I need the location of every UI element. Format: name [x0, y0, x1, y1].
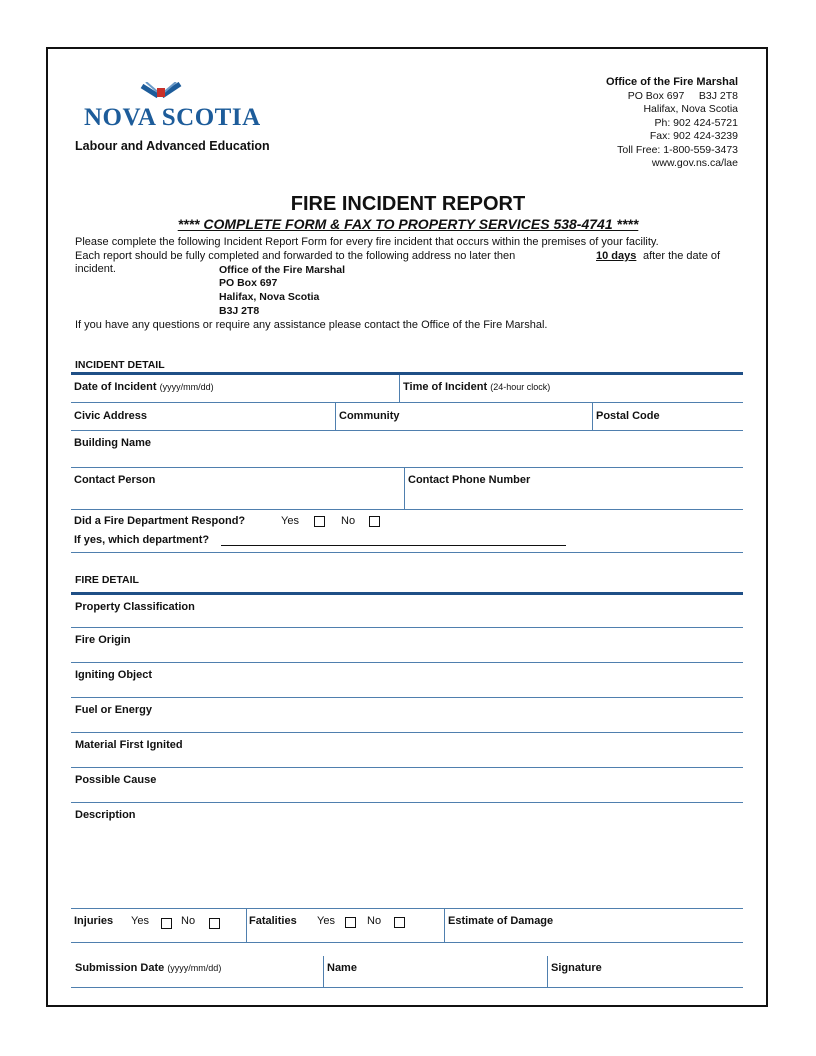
divider	[323, 956, 324, 987]
divider	[444, 908, 445, 942]
time-of-incident-field[interactable]	[403, 381, 550, 393]
no-label: No	[367, 915, 382, 927]
section-rule	[71, 592, 743, 595]
submission-date-field[interactable]	[75, 962, 221, 974]
row-line	[71, 509, 743, 510]
possible-cause-field[interactable]: Possible Cause	[75, 774, 157, 786]
intro-line: Each report should be fully completed and forwarded to the following address no later then	[75, 249, 516, 262]
office-line: www.gov.ns.ca/lae	[651, 157, 738, 169]
time-hint: (24-hour clock)	[490, 382, 551, 392]
injuries-no-checkbox[interactable]	[209, 918, 220, 929]
contact-person-field[interactable]: Contact Person	[74, 474, 156, 486]
row-line	[71, 802, 743, 803]
row-line	[71, 942, 743, 943]
divider	[246, 908, 247, 942]
injuries-label: Injuries	[74, 915, 114, 927]
time-label: Time of Incident	[403, 381, 488, 393]
office-line: Ph: 902 424-5721	[654, 116, 738, 129]
nova-scotia-logo: NOVA SCOTIA	[84, 104, 261, 131]
yes-label: Yes	[317, 915, 335, 927]
row-line	[71, 697, 743, 698]
row-line	[71, 552, 743, 553]
office-line: Fax: 902 424-3239	[649, 130, 738, 142]
fuel-or-energy-field[interactable]: Fuel or Energy	[75, 704, 153, 716]
page-title: FIRE INCIDENT REPORT	[290, 193, 526, 215]
fire-detail-heading: FIRE DETAIL	[75, 574, 139, 586]
mailing-address-line: Office of the Fire Marshal	[219, 264, 346, 276]
postal-code-field[interactable]: Postal Code	[596, 410, 660, 422]
divider	[335, 402, 336, 430]
date-of-incident-field[interactable]	[74, 381, 214, 393]
row-line	[71, 430, 743, 431]
submission-hint: (yyyy/mm/dd)	[167, 963, 222, 973]
row-line	[71, 987, 743, 988]
fire-dept-question: Did a Fire Department Respond?	[74, 515, 246, 527]
department-name: Labour and Advanced Education	[75, 139, 270, 153]
row-line	[71, 662, 743, 663]
fire-dept-yes-checkbox[interactable]	[314, 516, 325, 527]
fire-dept-no-checkbox[interactable]	[369, 516, 380, 527]
civic-address-field[interactable]: Civic Address	[74, 410, 147, 422]
divider	[547, 956, 548, 987]
row-line	[71, 467, 743, 468]
no-label: No	[181, 915, 196, 927]
form-border	[46, 47, 768, 1007]
row-line	[71, 767, 743, 768]
igniting-object-field[interactable]: Igniting Object	[75, 669, 152, 681]
no-label: No	[341, 515, 356, 527]
which-department-input[interactable]	[221, 545, 566, 546]
incident-detail-heading: INCIDENT DETAIL	[75, 359, 165, 371]
name-field[interactable]: Name	[327, 962, 357, 974]
mailing-address-line: B3J 2T8	[219, 305, 260, 317]
office-line: Office of the Fire Marshal	[605, 76, 738, 88]
material-first-ignited-field[interactable]: Material First Ignited	[75, 739, 183, 751]
yes-label: Yes	[281, 515, 299, 527]
deadline-after: after the date of	[643, 250, 721, 262]
mailing-address-line: Halifax, Nova Scotia	[219, 291, 320, 303]
office-line: PO Box 697 B3J 2T8	[627, 89, 738, 102]
questions-text: If you have any questions or require any assistance please contact the Office of the Fire Marshal.	[75, 319, 548, 331]
fatalities-no-checkbox[interactable]	[394, 917, 405, 928]
property-classification-field[interactable]: Property Classification	[75, 601, 195, 613]
community-field[interactable]: Community	[339, 410, 400, 422]
which-department-label: If yes, which department?	[74, 534, 210, 546]
intro-line: Please complete the following Incident Report Form for every fire incident that occurs within the premises of your facility.	[75, 236, 659, 248]
date-label: Date of Incident	[74, 381, 157, 393]
yes-label: Yes	[131, 915, 149, 927]
intro-line: incident.	[75, 263, 116, 275]
divider	[592, 402, 593, 430]
office-line: Toll Free: 1-800-559-3473	[617, 143, 738, 156]
fatalities-yes-checkbox[interactable]	[345, 917, 356, 928]
divider	[399, 375, 400, 402]
divider	[404, 467, 405, 509]
deadline-days: 10 days	[596, 250, 637, 262]
date-hint: (yyyy/mm/dd)	[159, 382, 214, 392]
signature-field[interactable]: Signature	[551, 962, 602, 974]
mailing-address-line: PO Box 697	[219, 277, 278, 289]
row-line	[71, 627, 743, 628]
fatalities-label: Fatalities	[249, 915, 297, 927]
office-line: Halifax, Nova Scotia	[643, 103, 738, 115]
row-line	[71, 908, 743, 909]
fire-origin-field[interactable]: Fire Origin	[75, 634, 131, 646]
estimate-of-damage-field[interactable]: Estimate of Damage	[448, 915, 554, 927]
section-rule	[71, 372, 743, 375]
fax-instruction: **** COMPLETE FORM & FAX TO PROPERTY SERVICES 538-4741 ****	[177, 216, 639, 232]
office-address-block	[606, 76, 738, 171]
contact-phone-field[interactable]: Contact Phone Number	[408, 474, 531, 486]
row-line	[71, 732, 743, 733]
submission-label: Submission Date	[75, 962, 165, 974]
description-field[interactable]: Description	[75, 809, 136, 821]
injuries-yes-checkbox[interactable]	[161, 918, 172, 929]
row-line	[71, 402, 743, 403]
building-name-field[interactable]: Building Name	[74, 437, 152, 449]
